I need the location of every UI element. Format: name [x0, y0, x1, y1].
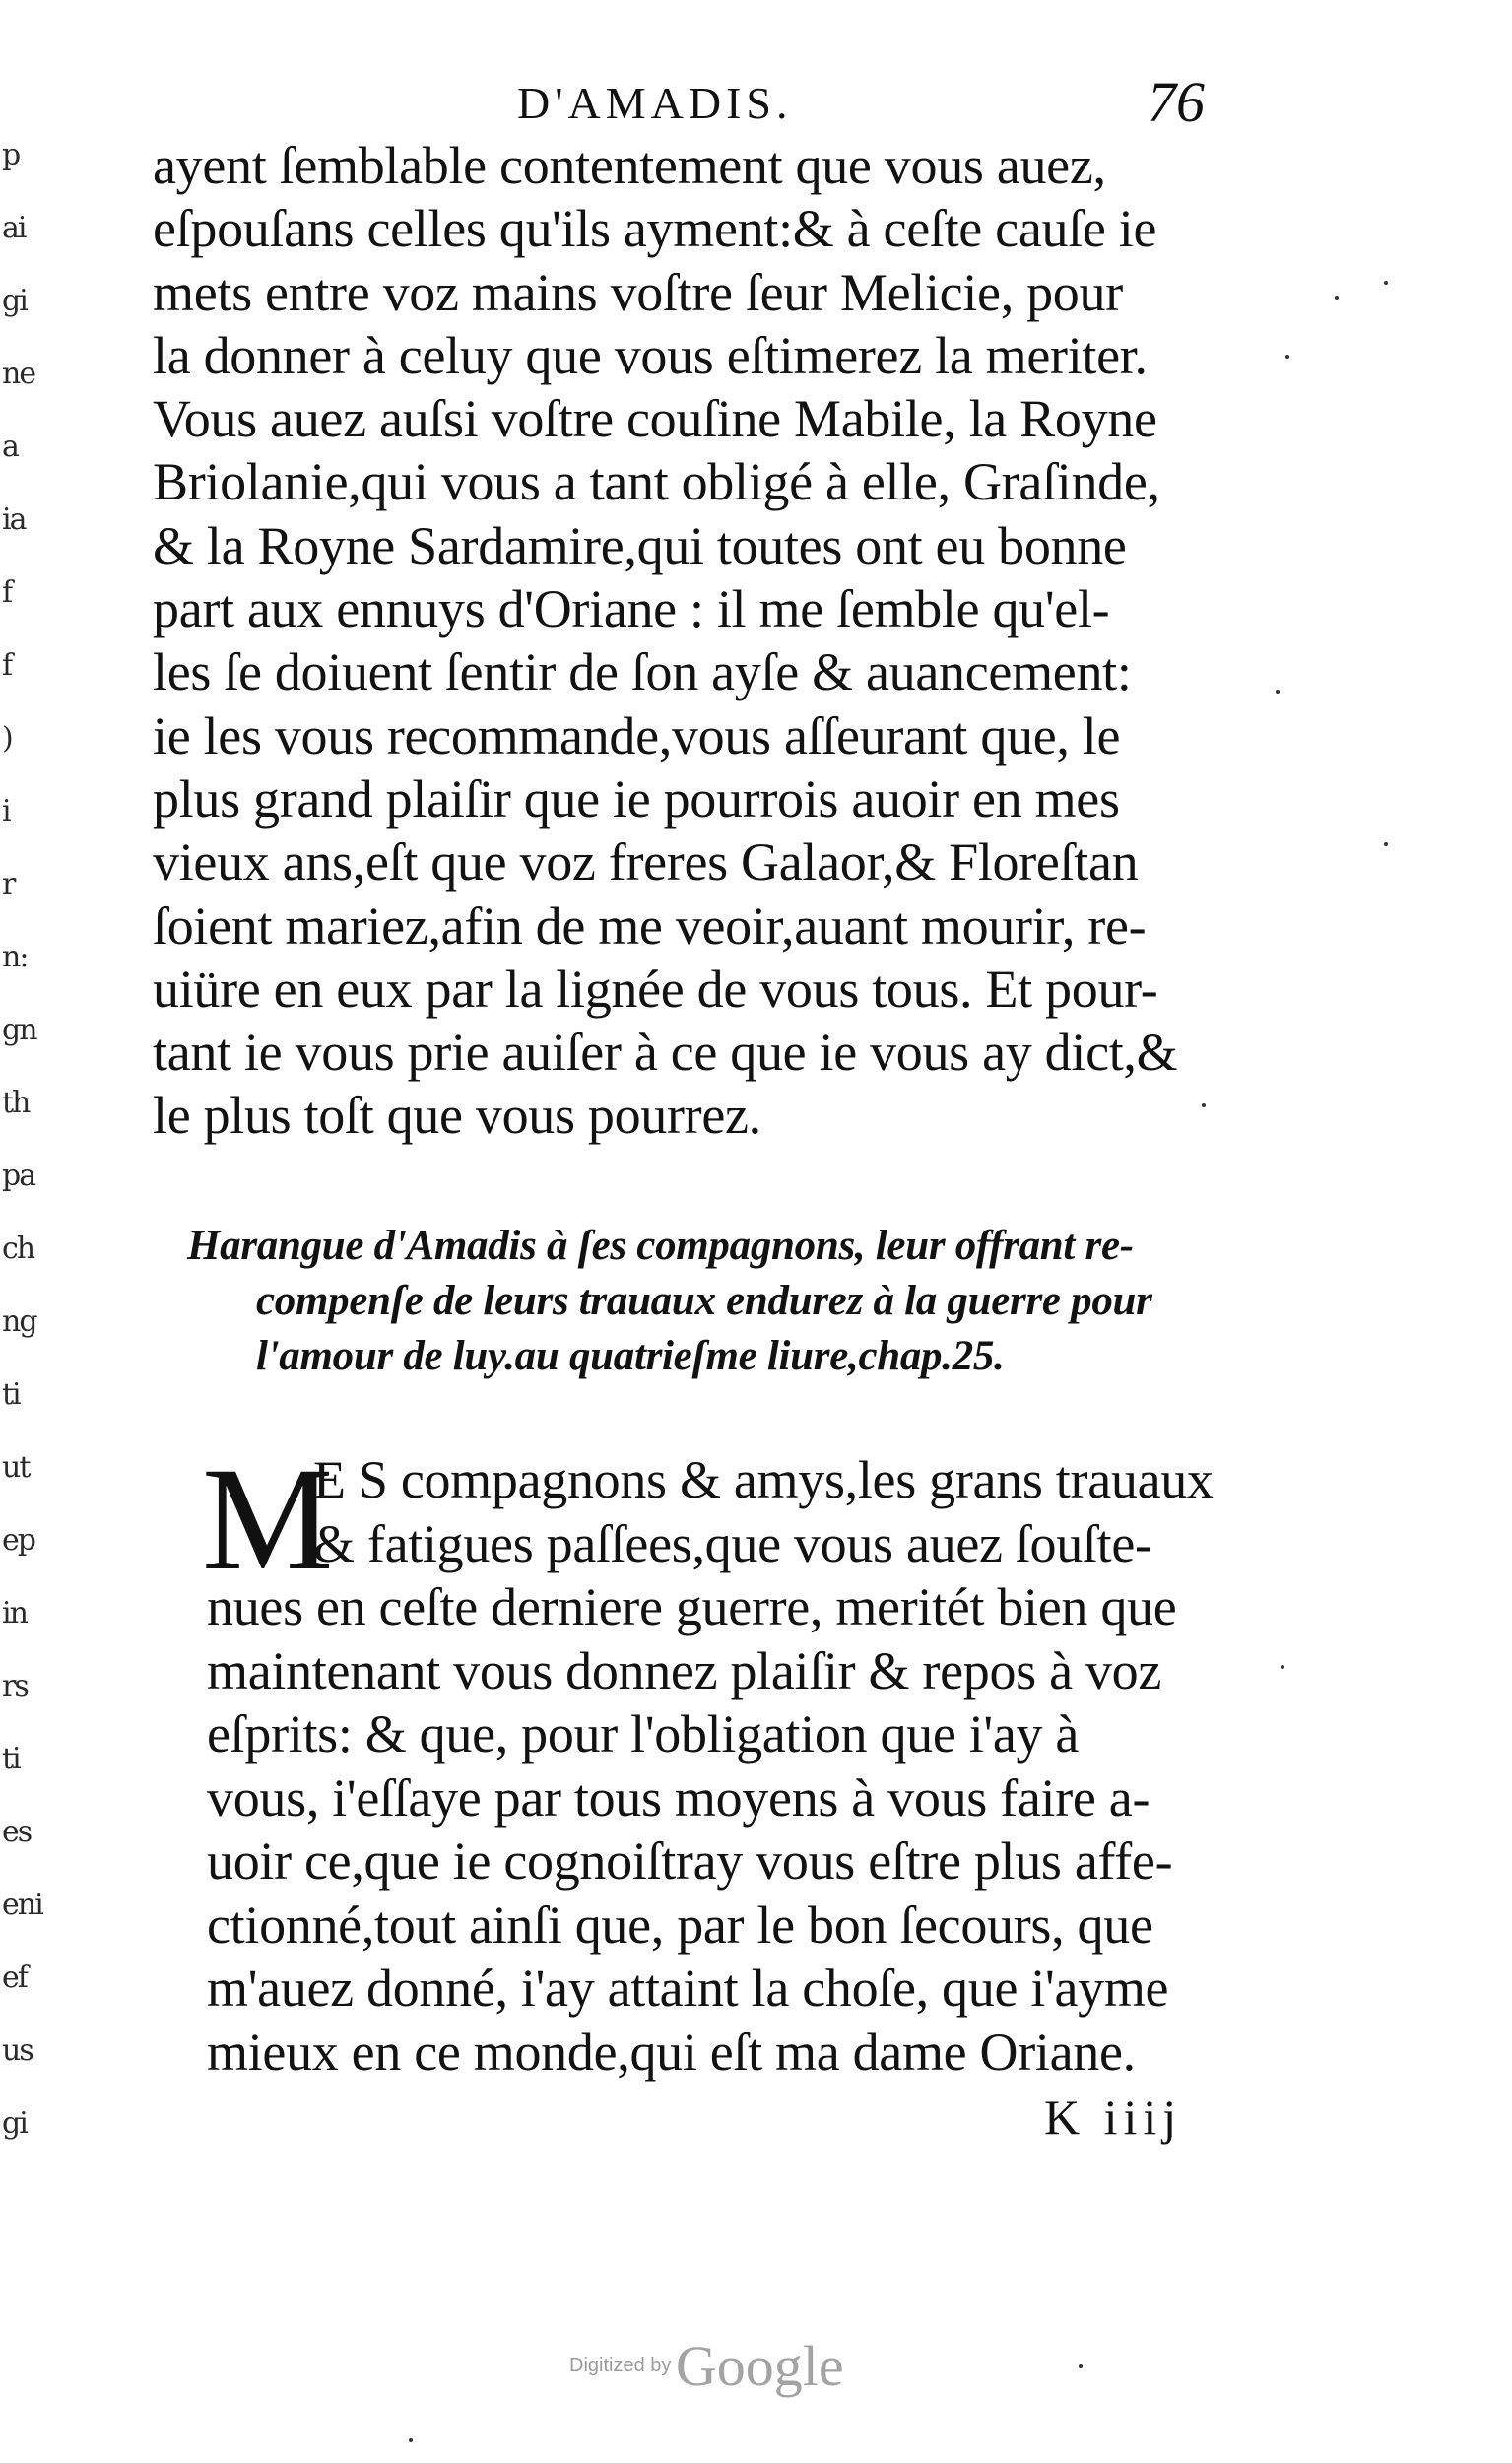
text-line: mets entre voz mains voſtre ſeur Melicie, pour — [153, 262, 1123, 322]
heading-line: l'amour de luy.au quatrieſme liure,chap.25. — [256, 1333, 1005, 1379]
section-heading — [187, 1219, 1251, 1384]
bleed-fragment: ti — [2, 1377, 20, 1412]
bleed-fragment: f — [2, 648, 12, 683]
text-line: vous, i'eſſaye par tous moyens à vous faire a- — [207, 1767, 1150, 1828]
bleed-fragment: ep — [2, 1523, 34, 1558]
bleed-fragment: ch — [2, 1232, 34, 1266]
heading-line: compenſe de leurs trauaux endurez à la guerre pour — [256, 1278, 1152, 1324]
bleed-fragment: in — [2, 1596, 27, 1631]
text-line: le plus toſt que vous pourrez. — [153, 1086, 761, 1146]
bleed-fragment: ne — [2, 357, 35, 391]
bleed-fragment: f — [2, 575, 12, 610]
text-line: uoir ce,que ie cognoiſtray vous eſtre plus affe- — [207, 1831, 1173, 1891]
bleed-fragment: ai — [2, 211, 26, 245]
text-line: plus grand plaiſir que ie pourrois auoir en mes — [153, 768, 1120, 829]
bleed-fragment: ng — [2, 1304, 36, 1339]
bleed-fragment: a — [2, 430, 18, 464]
text-line: nues en ceſte derniere guerre, meritét bien que — [207, 1577, 1177, 1636]
google-logo: Google — [675, 2334, 844, 2398]
text-line: eſpouſans celles qu'ils ayment:& à ceſte cauſe ie — [153, 199, 1157, 259]
text-line: E S compagnons & amys,les grans trauaux — [313, 1450, 1214, 1509]
running-head: D'AMADIS. — [517, 78, 793, 128]
bleed-fragment: ut — [2, 1450, 30, 1485]
bleed-fragment: p — [2, 138, 20, 172]
text-line: uiüre en eux par la lignée de vous tous. Et pour- — [153, 959, 1158, 1019]
text-line: mieux en ce monde,qui eſt ma dame Oriane. — [207, 2022, 1136, 2082]
text-line: maintenant vous donnez plaiſir & repos à voz — [207, 1640, 1162, 1700]
signature-mark: K iiij — [1044, 2090, 1183, 2145]
bleed-fragment: ti — [2, 1742, 20, 1776]
bleed-fragment: eni — [2, 1888, 42, 1922]
text-line: m'auez donné, i'ay attaint la choſe, que i'ayme — [207, 1959, 1169, 2018]
text-line: Briolanie,qui vous a tant obligé à elle, Graſinde, — [153, 452, 1160, 512]
folio-number: 76 — [1148, 70, 1205, 134]
bleed-fragment: pa — [2, 1159, 35, 1193]
watermark-prefix: Digitized by — [569, 2355, 672, 2376]
bleed-fragment: i — [2, 794, 10, 829]
facing-page-bleed — [0, 138, 47, 2187]
text-line: eſprits: & que, pour l'obligation que i'ay à — [207, 1704, 1080, 1764]
text-line: vieux ans,eſt que voz freres Galaor,& Floreſtan — [153, 832, 1139, 893]
bleed-fragment: ia — [2, 502, 26, 537]
body-paragraph — [153, 134, 1246, 1148]
bleed-fragment: ) — [2, 721, 12, 756]
text-line: la donner à celuy que vous eſtimerez la meriter. — [153, 325, 1148, 385]
text-line: ſoient mariez,afin de me veoir,auant mourir, re- — [153, 896, 1147, 956]
bleed-fragment: gn — [2, 1013, 36, 1047]
bleed-fragment: th — [2, 1086, 30, 1120]
text-line: ctionné,tout ainſi que, par le bon ſecours, que — [207, 1895, 1153, 1955]
bleed-fragment: es — [2, 1815, 32, 1849]
text-line: ie les vous recommande,vous aſſeurant que, le — [153, 705, 1121, 766]
bleed-fragment: gi — [2, 284, 27, 318]
drop-cap: M — [202, 1437, 334, 1601]
text-line: & fatigues paſſees,que vous auez ſouſte- — [313, 1513, 1152, 1573]
bleed-fragment: ef — [2, 1961, 27, 1995]
text-line: ayent ſemblable contentement que vous auez, — [153, 136, 1106, 195]
text-line: tant ie vous prie auiſer à ce que ie vous ay dict,& — [153, 1023, 1178, 1083]
heading-line: Harangue d'Amadis à ſes compagnons, leur offrant re- — [187, 1223, 1134, 1269]
text-line: part aux ennuys d'Oriane : il me ſemble qu'el- — [153, 579, 1110, 639]
text-line: les ſe doiuent ſentir de ſon ayſe & auancement: — [153, 642, 1132, 702]
text-line: Vous auez auſsi voſtre couſine Mabile, la Royne — [153, 389, 1157, 449]
bleed-fragment: gi — [2, 2106, 27, 2141]
speech-paragraph — [207, 1448, 1300, 2084]
bleed-fragment: us — [2, 2033, 33, 2068]
digitized-watermark — [569, 2333, 844, 2399]
bleed-fragment: r — [2, 867, 15, 901]
text-line: & la Royne Sardamire,qui toutes ont eu bonne — [153, 515, 1127, 575]
bleed-fragment: n: — [2, 940, 28, 974]
bleed-fragment: rs — [2, 1669, 28, 1703]
